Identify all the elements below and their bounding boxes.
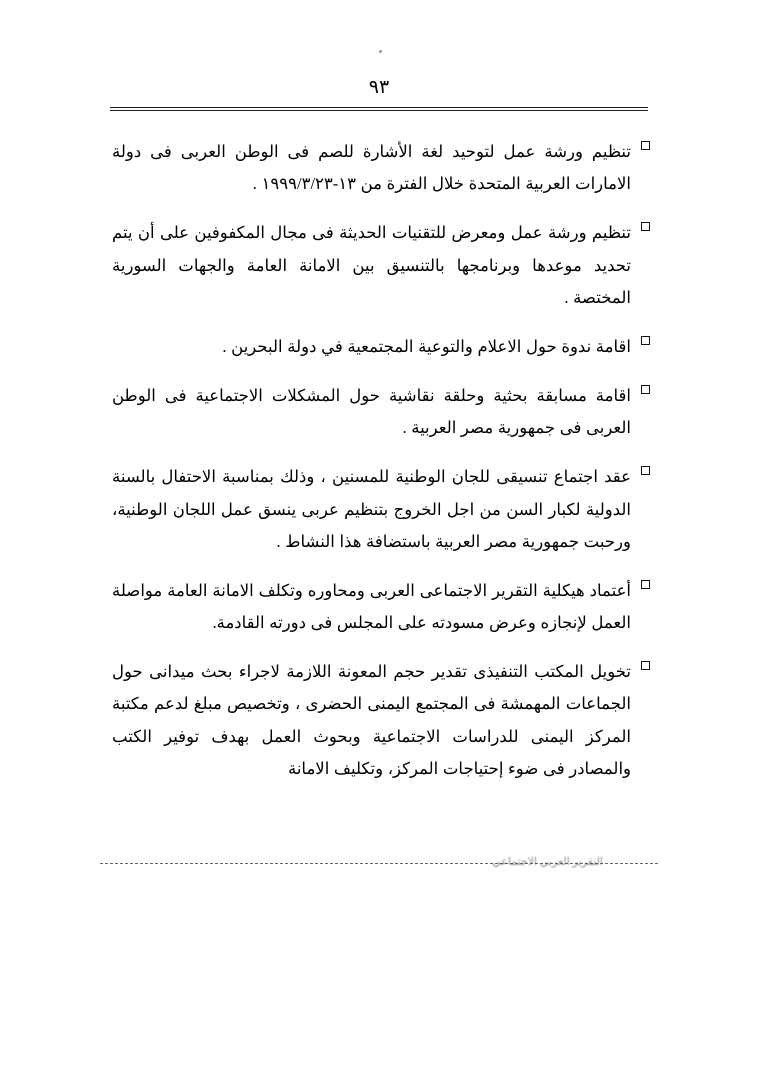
page-header: [110, 78, 648, 119]
list-item-text: تنظيم ورشة عمل لتوحيد لغة الأشارة للصم فى الوطن العربى فى دولة الامارات العربية المتحدة خلال الفترة من ١٣-١٩٩٩/٣/٢٣ .: [112, 142, 631, 194]
bullet-square-icon: [631, 331, 650, 348]
list-item: [112, 380, 650, 444]
page-artifact-dot: [379, 50, 382, 53]
list-item-text: اقامة مسابقة بحثية وحلقة نقاشية حول المشكلات الاجتماعية فى الوطن العربى فى جمهورية مصر العربية .: [112, 386, 631, 438]
bullet-square-icon: [631, 656, 650, 673]
bullet-square-icon: [631, 380, 650, 397]
bullet-square-icon: [631, 461, 650, 478]
footer-note: التقرير العربي الاجتماعي: [492, 856, 603, 868]
header-divider: [110, 107, 648, 111]
list-item: [112, 217, 650, 314]
list-item-text: اقامة ندوة حول الاعلام والتوعية المجتمعية في دولة البحرين .: [222, 336, 631, 356]
bullet-square-icon: [631, 136, 650, 153]
list-item: [112, 575, 650, 639]
list-item-text: عقد اجتماع تنسيقى للجان الوطنية للمسنين ، وذلك بمناسبة الاحتفال بالسنة الدولية لكبار السن من اجل الخروج بتنظيم عربى ينسق عمل اللجان الوطنية، ورحبت جمهورية مصر العربية باستضافة هذا النشاط .: [112, 467, 631, 551]
list-item-text: تنظيم ورشة عمل ومعرض للتقنيات الحديثة فى مجال المكفوفين على أن يتم تحديد موعدها وبرنامجها بالتنسيق بين الامانة العامة والجهات السورية المختصة .: [112, 223, 631, 307]
list-item: [112, 331, 650, 363]
document-body: [112, 136, 650, 802]
bullet-square-icon: [631, 217, 650, 234]
bullet-square-icon: [631, 575, 650, 592]
list-item: [112, 136, 650, 200]
page-footer: [100, 855, 658, 895]
list-item-text: أعتماد هيكلية التقرير الاجتماعى العربى ومحاوره وتكلف الامانة العامة مواصلة العمل لإنجازه وعرض مسودته على المجلس فى دورته القادمة.: [112, 580, 631, 633]
list-item: [112, 656, 650, 785]
list-item: [112, 461, 650, 558]
list-item-text: تخويل المكتب التنفيذى تقدير حجم المعونة اللازمة لاجراء بحث ميدانى حول الجماعات المهمشة فى المجتمع اليمنى الحضرى ، وتخصيص مبلغ لدعم مكتبة المركز اليمنى للدراسات الاجتماعية وبحوث العمل بهدف توفير الكتب والمصادر فى ضوء إحتياجات المركز، وتكليف الامانة: [112, 662, 631, 778]
page-number: ٩٣: [368, 77, 390, 98]
